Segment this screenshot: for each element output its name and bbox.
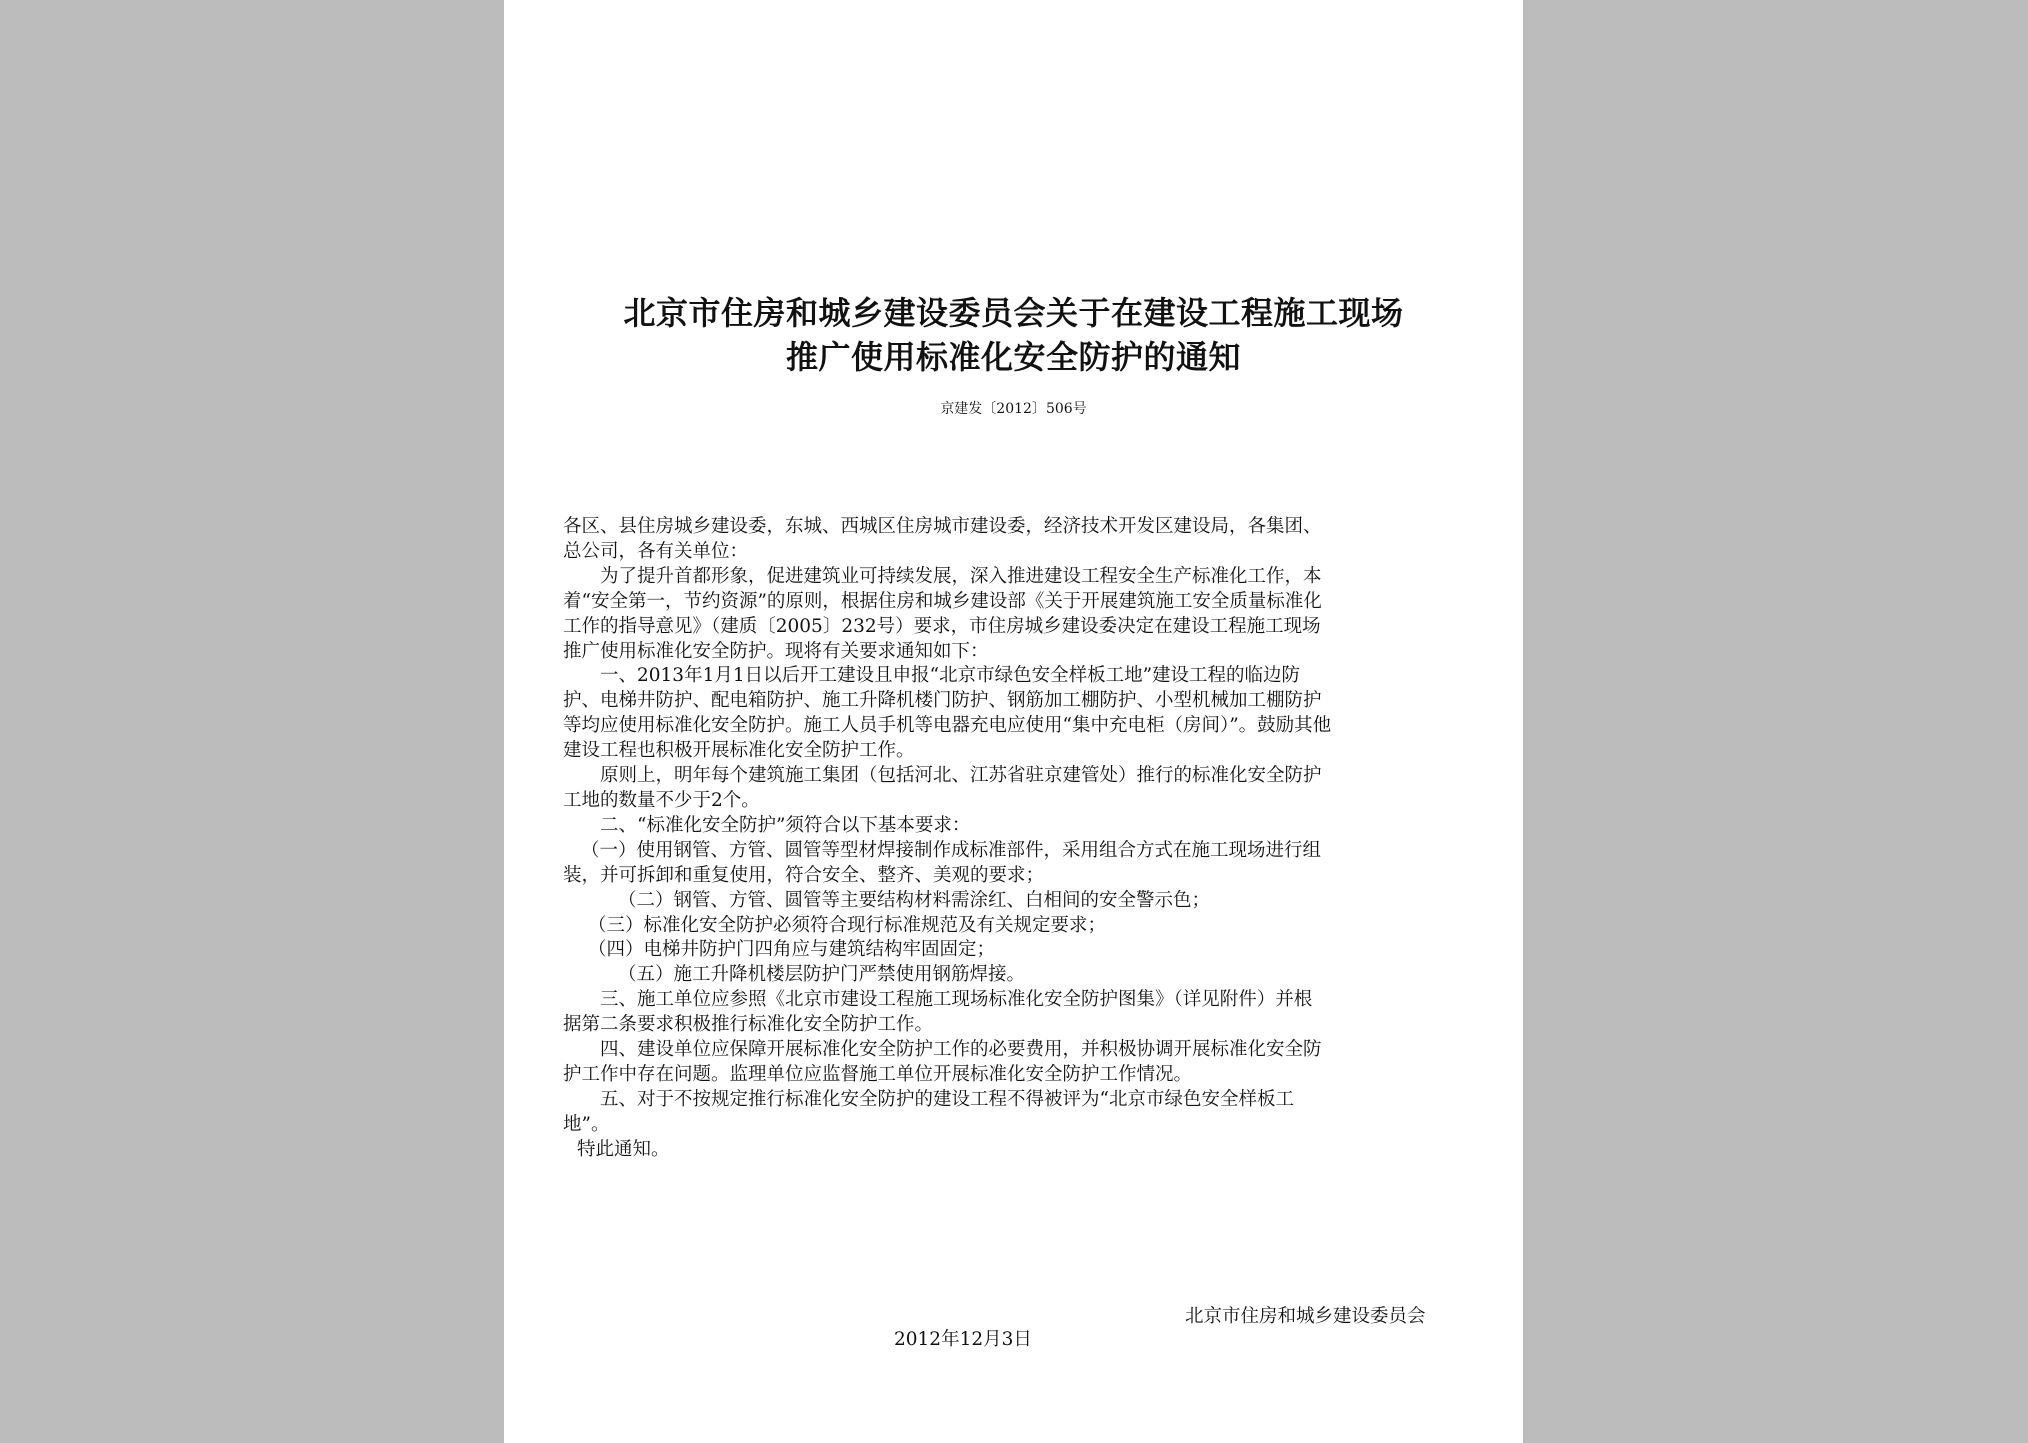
document-body xyxy=(563,515,1475,1163)
document-page xyxy=(504,0,1523,1443)
document-number: 京建发〔2012〕506号 xyxy=(940,401,1087,417)
body-line: （二）钢管、方管、圆管等主要结构材料需涂红、白相间的安全警示色； xyxy=(618,889,1211,911)
body-line: （一）使用钢管、方管、圆管等型材焊接制作成标准部件，采用组合方式在施工现场进行组 xyxy=(581,839,1322,861)
body-line: （四）电梯井防护门四角应与建筑结构牢固固定； xyxy=(588,939,996,961)
body-line: 五、对于不按规定推行标准化安全防护的建设工程不得被评为“北京市绿色安全样板工 xyxy=(600,1088,1294,1110)
body-line: 着“安全第一，节约资源”的原则，根据住房和城乡建设部《关于开展建筑施工安全质量标准化 xyxy=(563,590,1322,612)
body-line: 护、电梯井防护、配电箱防护、施工升降机楼门防护、钢筋加工棚防护、小型机械加工棚防护 xyxy=(563,690,1322,712)
body-line: 等均应使用标准化安全防护。施工人员手机等电器充电应使用“集中充电柜（房间）”。鼓励其他 xyxy=(563,715,1332,737)
body-line: 四、建设单位应保障开展标准化安全防护工作的必要费用，并积极协调开展标准化安全防 xyxy=(600,1039,1322,1061)
title-line-2: 推广使用标准化安全防护的通知 xyxy=(785,338,1241,376)
body-line: 各区、县住房城乡建设委，东城、西城区住房城市建设委，经济技术开发区建设局，各集团、 xyxy=(563,516,1322,537)
body-line: 总公司，各有关单位： xyxy=(563,540,749,562)
body-line: （三）标准化安全防护必须符合现行标准规范及有关规定要求； xyxy=(588,914,1107,936)
body-line: 原则上，明年每个建筑施工集团（包括河北、江苏省驻京建管处）推行的标准化安全防护 xyxy=(600,765,1322,787)
body-line: 推广使用标准化安全防护。现将有关要求通知如下： xyxy=(563,640,989,662)
body-line: 工作的指导意见》（建质〔2005〕232号）要求，市住房城乡建设委决定在建设工程施工现场 xyxy=(563,615,1321,637)
title-line-1: 北京市住房和城乡建设委员会关于在建设工程施工现场 xyxy=(623,294,1404,332)
body-line: 三、施工单位应参照《北京市建设工程施工现场标准化安全防护图集》（详见附件）并根 xyxy=(600,989,1313,1011)
body-line: （五）施工升降机楼层防护门严禁使用钢筋焊接。 xyxy=(618,964,1026,986)
body-line: 为了提升首都形象，促进建筑业可持续发展，深入推进建设工程安全生产标准化工作，本 xyxy=(600,565,1322,587)
body-line: 二、“标准化安全防护”须符合以下基本要求： xyxy=(600,814,971,836)
signature-date: 2012年12月3日 xyxy=(894,1329,1032,1350)
body-line-closing: 特此通知。 xyxy=(577,1138,670,1160)
body-line: 护工作中存在问题。监理单位应监督施工单位开展标准化安全防护工作情况。 xyxy=(563,1063,1193,1085)
body-line: 一、2013年1月1日以后开工建设且申报“北京市绿色安全样板工地”建设工程的临边防 xyxy=(600,665,1301,687)
body-line: 装，并可拆卸和重复使用，符合安全、整齐、美观的要求； xyxy=(563,864,1045,886)
signature-organization: 北京市住房和城乡建设委员会 xyxy=(1185,1306,1426,1327)
body-line: 建设工程也积极开展标准化安全防护工作。 xyxy=(563,740,915,762)
body-line: 工地的数量不少于2个。 xyxy=(563,789,760,811)
body-line: 据第二条要求积极推行标准化安全防护工作。 xyxy=(563,1014,934,1036)
document-title xyxy=(504,291,1523,379)
body-line: 地”。 xyxy=(563,1113,610,1135)
